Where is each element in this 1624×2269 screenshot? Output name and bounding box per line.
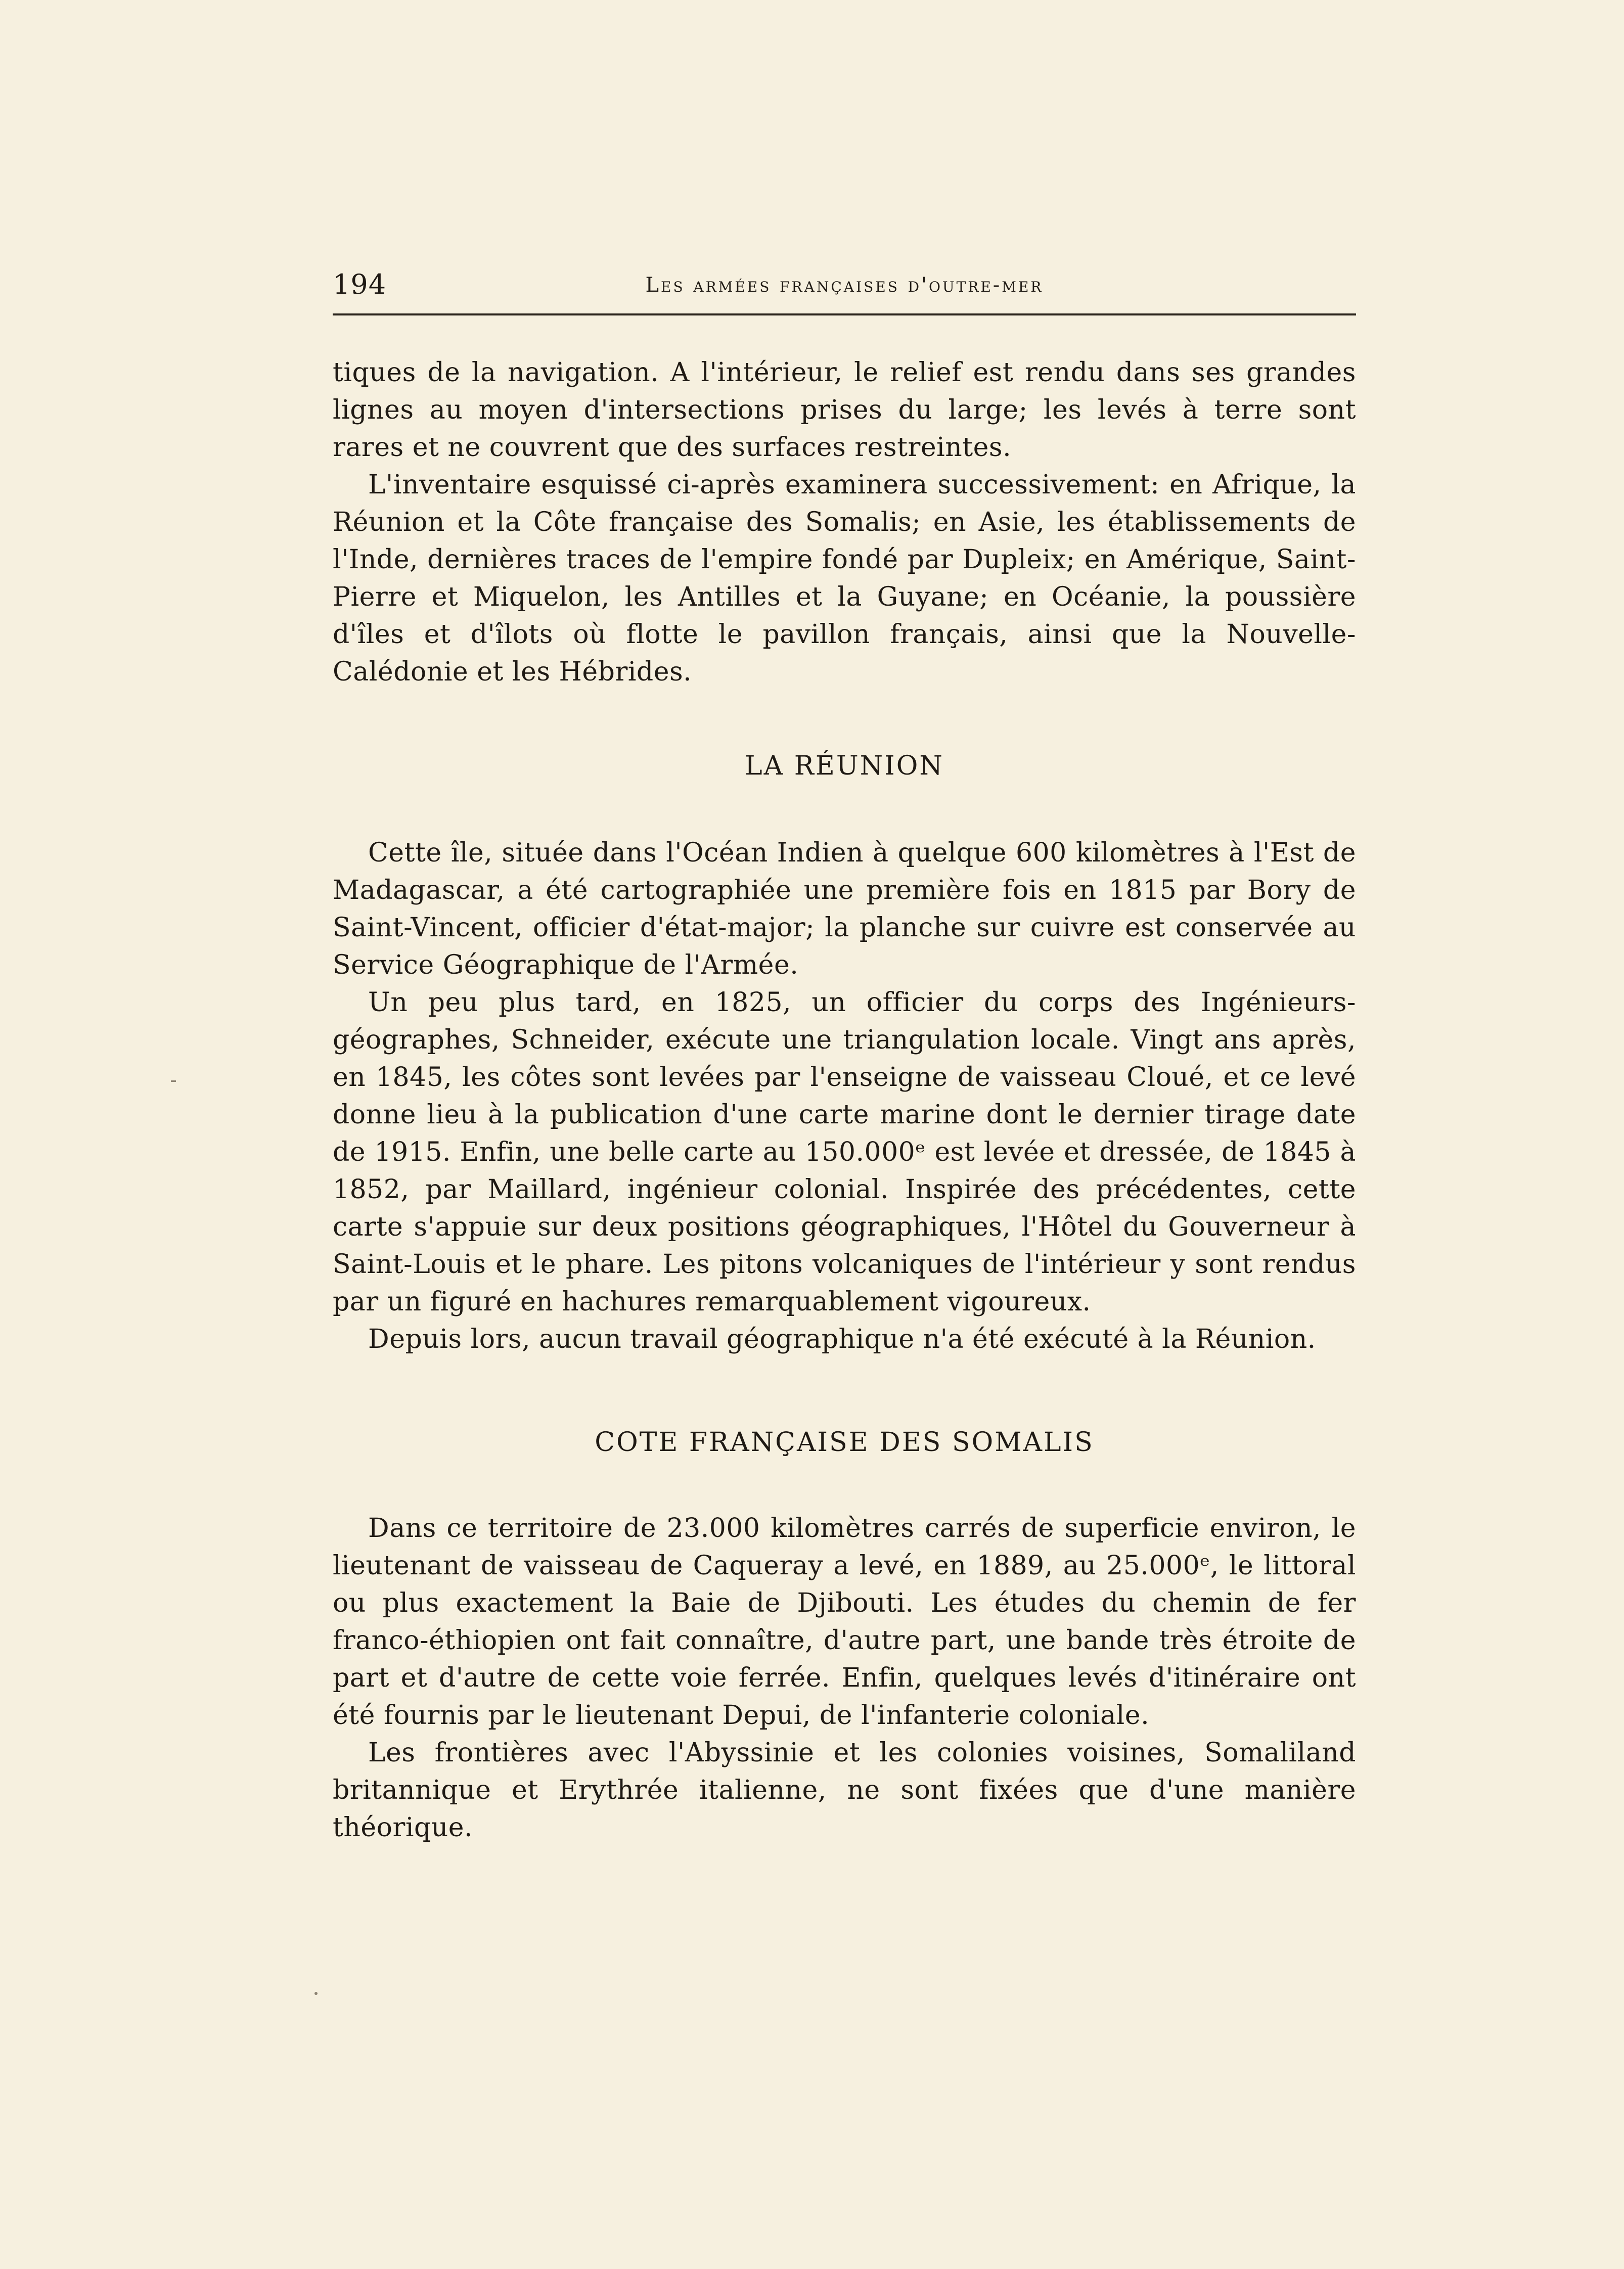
paragraph: tiques de la navigation. A l'intérieur, le relief est rendu dans ses grandes lignes au moyen d'intersections prises du large; les levés à terre sont rares et ne couvrent que des surfaces restreintes.: [333, 357, 1356, 463]
section-heading-somalis: COTE FRANÇAISE DES SOMALIS: [595, 1427, 1094, 1458]
page-header: [333, 267, 1356, 302]
margin-dot: [314, 1992, 318, 1995]
paragraph: Dans ce territoire de 23.000 kilomètres carrés de superficie environ, le lieutenant de vaisseau de Caqueray a levé, en 1889, au 25.000ᵉ, le littoral ou plus exactement la Baie de Djibouti. Les études du chemin de fer franco-éthiopien ont fait connaître, d'autre part, une bande très étroite de part et d'autre de cette voie ferrée. Enfin, quelques levés d'itinéraire ont été fournis par le lieutenant Depui, de l'infanterie coloniale.: [333, 1513, 1356, 1731]
page-number: 194: [333, 268, 387, 300]
paragraph: Un peu plus tard, en 1825, un officier du corps des Ingénieurs-géographes, Schneider, exécute une triangulation locale. Vingt ans après, en 1845, les côtes sont levées par l'enseigne de vaisseau Cloué, et ce levé donne lieu à la publication d'une carte marine dont le dernier tirage date de 1915. Enfin, une belle carte au 150.000ᵉ est levée et dressée, de 1845 à 1852, par Maillard, ingénieur colonial. Inspirée des précédentes, cette carte s'appuie sur deux positions géographiques, l'Hôtel du Gouverneur à Saint-Louis et le phare. Les pitons volcaniques de l'intérieur y sont rendus par un figuré en hachures remarquablement vigoureux.: [333, 987, 1356, 1317]
running-title: Les armées françaises d'outre-mer: [645, 274, 1044, 297]
margin-mark: [171, 1080, 176, 1082]
paragraph: Cette île, située dans l'Océan Indien à quelque 600 kilomètres à l'Est de Madagascar, a été cartographiée une première fois en 1815 par Bory de Saint-Vincent, officier d'état-major; la planche sur cuivre est conservée au Service Géographique de l'Armée.: [333, 838, 1356, 980]
paragraph: L'inventaire esquissé ci-après examinera successivement: en Afrique, la Réunion et la Côte française des Somalis; en Asie, les établissements de l'Inde, dernières traces de l'empire fondé par Dupleix; en Amérique, Saint-Pierre et Miquelon, les Antilles et la Guyane; en Océanie, la poussière d'îles et d'îlots où flotte le pavillon français, ainsi que la Nouvelle-Calédonie et les Hébrides.: [333, 470, 1356, 687]
header-rule: [333, 313, 1356, 315]
page-body: [333, 354, 1356, 1846]
section-heading-reunion: LA RÉUNION: [745, 751, 944, 781]
paragraph: Depuis lors, aucun travail géographique n'a été exécuté à la Réunion.: [368, 1324, 1316, 1354]
paragraph: Les frontières avec l'Abyssinie et les colonies voisines, Somaliland britannique et Erythrée italienne, ne sont fixées que d'une manière théorique.: [333, 1738, 1356, 1843]
